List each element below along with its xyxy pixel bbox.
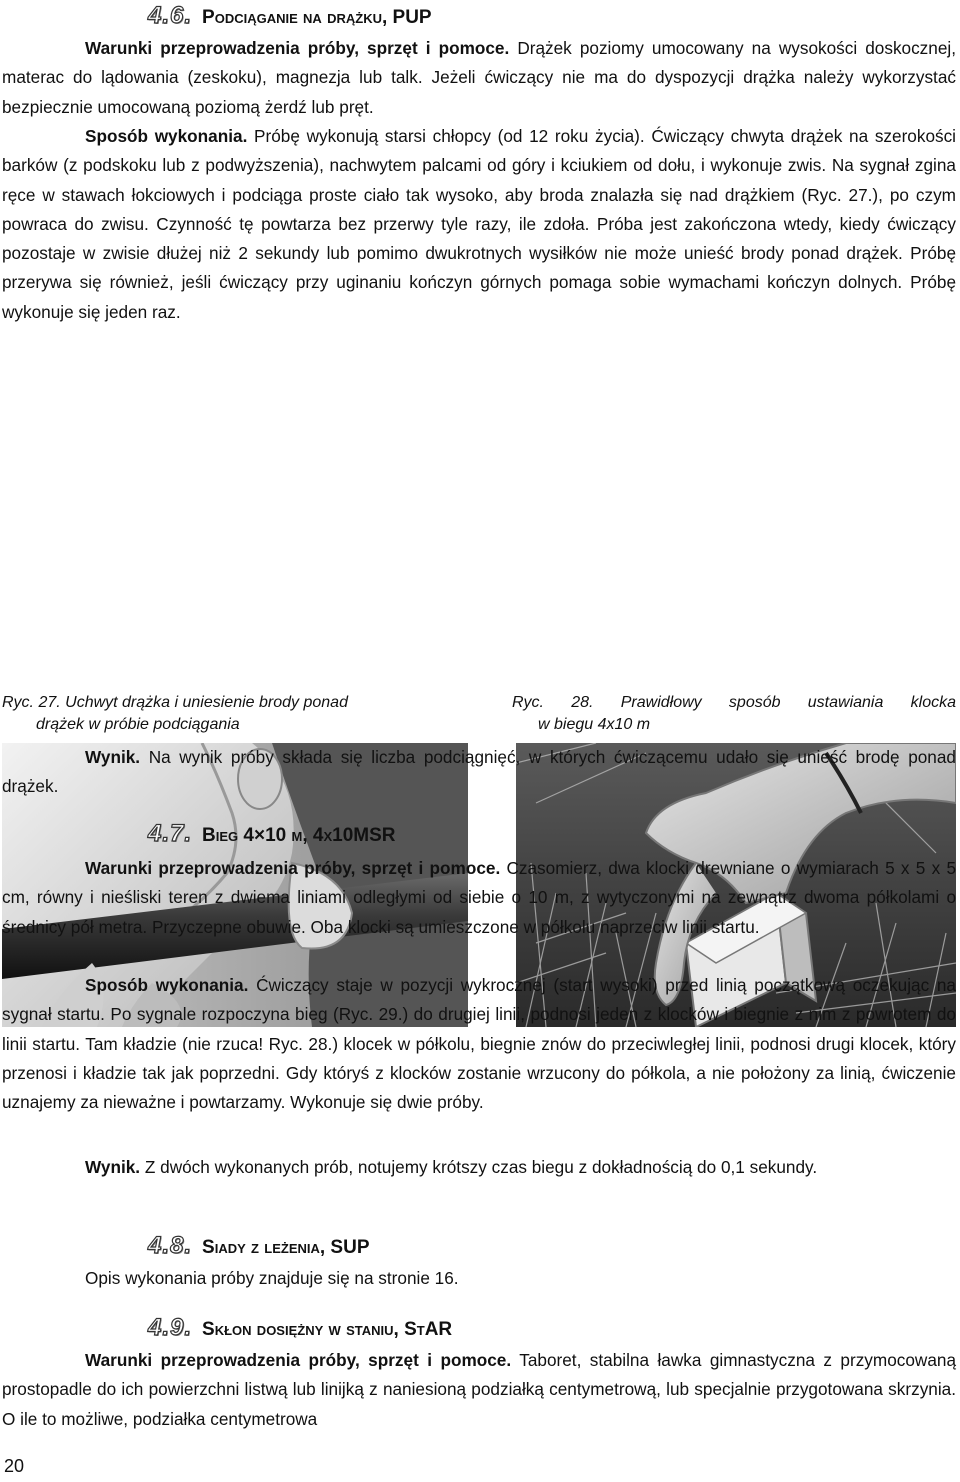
caption-ryc-27 [2, 692, 348, 736]
paragraph-4-7-method [2, 971, 956, 1117]
caption-line: Ryc. 28. Prawidłowy sposób ustawiania klocka [512, 694, 956, 711]
lead-label: Wynik. [85, 1157, 141, 1177]
paragraph-4-6-method [2, 122, 956, 327]
section-title: Podciąganie na drążku, PUP [202, 7, 432, 28]
paragraph-4-8-text [2, 1264, 956, 1293]
paragraph-text: Z dwóch wykonanych prób, notujemy krótszy czas biegu z dokładnością do 0,1 sekundy. [140, 1157, 818, 1177]
paragraph-4-6-conditions [2, 34, 956, 122]
paragraph-text: Drążek poziomy umocowany na wysokości doskocznej, materac do lądowania (zeskoku), magnezja lub talk. Jeżeli ćwiczący nie ma do dyspozycji drążka należy wykorzystać bezpiecznie umocowaną poziomą żerdź lub pręt. [2, 38, 956, 117]
section-number: 4.7. [148, 820, 193, 847]
section-title: Bieg 4×10 m, 4x10MSR [202, 825, 396, 846]
paragraph-text: Próbę wykonują starsi chłopcy (od 12 roku życia). Ćwiczący chwyta drążek na szerokości barków (z podskoku lub z podwyższenia), nachwytem palcami od góry i kciukiem od dołu, i wykonuje zwis. Na sygnał zgina ręce w stawach łokciowych i podciąga proste ciało tak wysoko, aby broda znalazła się nad drążkiem (Ryc. 27.), po czym powraca do zwisu. Czynność tę powtarza bez przerwy tyle razy, ile zdoła. Próba jest zakończona wtedy, kiedy ćwiczący pozostaje w zwisie dłużej niż 2 sekundy lub pomimo dwukrotnych wysiłków nie może unieść brody ponad drążek. Próbę przerywa się również, jeśli ćwiczący przy uginaniu kończyn górnych pomaga sobie wymachami kończyn dolnych. Próbę wykonuje się jeden raz. [2, 126, 957, 322]
paragraph-text: Na wynik próby składa się liczba podciągnięć, w których ćwiczącemu udało się unieść brodę ponad drążek. [2, 747, 956, 797]
section-heading-4-9 [148, 1314, 452, 1342]
section-heading-4-6 [148, 2, 432, 30]
lead-label: Warunki przeprowadzenia próby, sprzęt i pomoce. [85, 858, 501, 878]
paragraph-text: Taboret, stabilna ławka gimnastyczna z przymocowaną prostopadle do ich powierzchni listwą lub linijką z naniesioną podziałką centymetrową, lub specjalnie przygotowana skrzynia. O ile to możliwe, podziałka centymetrowa [2, 1350, 957, 1429]
paragraph-text: Opis wykonania próby znajduje się na stronie 16. [85, 1268, 459, 1288]
paragraph-4-7-result [2, 1153, 956, 1182]
paragraph-4-9-conditions [2, 1346, 956, 1434]
section-number: 4.6. [148, 2, 193, 29]
section-heading-4-7 [148, 820, 395, 848]
section-number: 4.8. [148, 1232, 193, 1259]
page-number: 20 [4, 1456, 25, 1476]
paragraph-text: Czasomierz, dwa klocki drewniane o wymiarach 5 x 5 x 5 cm, równy i nieśliski teren z dwiema liniami odległymi od siebie o 10 m, z wytyczonymi na zewnątrz dwoma półkolami o średnicy pół metra. Przyczepne obuwie. Oba klocki są umieszczone w półkolu naprzeciw linii startu. [2, 858, 957, 937]
section-heading-4-8 [148, 1232, 370, 1260]
paragraph-text: Ćwiczący staje w pozycji wykrocznej (start wysoki) przed linią początkową oczekując na sygnał startu. Po sygnale rozpoczyna bieg (Ryc. 29.) do drugiej linii, podnosi jeden z klocków i biegnie z nim z powrotem do linii startu. Tam kładzie (nie rzuca! Ryc. 28.) klocek w półkolu, biegnie znów do przeciwległej linii, podnosi drugi klocek, który przenosi i kładzie tak jak poprzedni. Gdy któryś z klocków zostanie wrzucony do półkola, a nie położony za linią, ćwiczenie uznajemy za nieważne i powtarzamy. Wykonuje się dwie próby. [2, 975, 956, 1113]
section-title: Siady z leżenia, SUP [202, 1237, 370, 1258]
lead-label: Wynik. [85, 747, 141, 767]
lead-label: Sposób wykonania. [85, 126, 248, 146]
caption-line: w biegu 4x10 m [538, 716, 651, 733]
lead-label: Warunki przeprowadzenia próby, sprzęt i pomoce. [85, 1350, 512, 1370]
paragraph-4-7-conditions [2, 854, 956, 942]
caption-line: Ryc. 27. Uchwyt drążka i uniesienie brody ponad [2, 694, 348, 711]
lead-label: Sposób wykonania. [85, 975, 249, 995]
paragraph-4-6-result [2, 743, 956, 802]
caption-line: drążek w próbie podciągania [36, 716, 240, 733]
section-number: 4.9. [148, 1314, 193, 1341]
lead-label: Warunki przeprowadzenia próby, sprzęt i pomoce. [85, 38, 510, 58]
caption-ryc-28 [512, 692, 956, 736]
section-title: Skłon dosiężny w staniu, StAR [202, 1319, 453, 1340]
